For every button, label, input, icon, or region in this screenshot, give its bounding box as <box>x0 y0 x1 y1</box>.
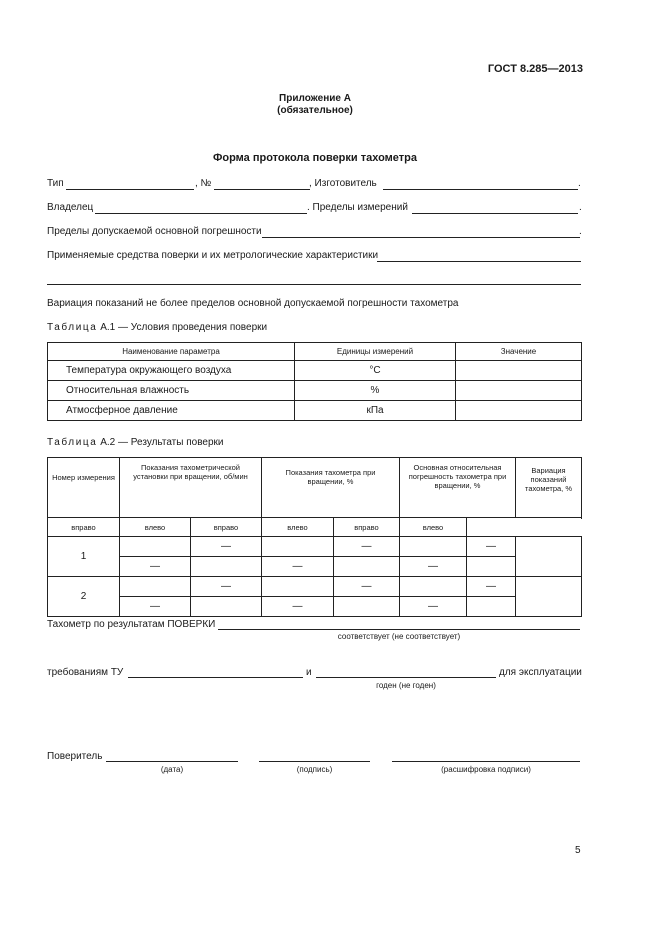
table-a1-header-value: Значение <box>456 343 582 361</box>
verifier-label: Поверитель <box>47 751 103 762</box>
header-tacho: Показания тахометра при вращении, % <box>262 458 400 518</box>
param-name: Относительная влажность <box>48 381 295 401</box>
owner-field-line <box>95 213 307 214</box>
error-limits-line <box>262 237 580 238</box>
header-error: Основная относительная погрешность тахометра при вращении, % <box>400 458 516 518</box>
table-a2-direction-row <box>48 518 582 537</box>
table-a2-caption: Таблица А.2 — Результаты поверки <box>47 437 224 448</box>
dir-right: вправо <box>334 518 400 537</box>
conclusion-prefix: Тахометр по результатам ПОВЕРКИ <box>47 619 216 630</box>
type-field-line <box>66 189 194 190</box>
row-number: 2 <box>48 577 120 617</box>
dash: — <box>334 577 400 597</box>
fitness-note: годен (не годен) <box>376 681 436 690</box>
owner-label: Владелец <box>47 202 94 213</box>
param-unit: кПа <box>295 401 456 421</box>
means-label: Применяемые средства поверки и их метрологические характеристики <box>47 250 379 261</box>
standard-number: ГОСТ 8.285—2013 <box>487 63 583 75</box>
row-number: 1 <box>48 537 120 577</box>
table-a2 <box>47 457 582 617</box>
fitness-line <box>316 677 496 678</box>
dash: — <box>262 557 334 577</box>
table-a1-header-param: Наименование параметра <box>48 343 295 361</box>
means-line <box>377 261 581 262</box>
date-line <box>106 761 238 762</box>
number-field-line <box>214 189 310 190</box>
and-label: и <box>306 667 312 678</box>
range-field-line <box>412 213 578 214</box>
param-unit: °C <box>295 361 456 381</box>
use-label: для эксплуатации <box>499 667 582 678</box>
param-name: Температура окружающего воздуха <box>48 361 295 381</box>
appendix-subtitle: (обязательное) <box>277 105 353 116</box>
dash: — <box>400 597 467 617</box>
appendix-title: Приложение А <box>279 93 351 104</box>
table-a1-caption: Таблица А.1 — Условия проведения поверки <box>47 322 268 333</box>
dash: — <box>191 577 262 597</box>
type-label: Тип <box>47 178 64 189</box>
tu-line <box>128 677 303 678</box>
header-setup: Показания тахометрической установки при вращении, об/мин <box>120 458 262 518</box>
decoding-caption: (расшифровка подписи) <box>441 765 531 774</box>
param-unit: % <box>295 381 456 401</box>
param-value <box>456 381 582 401</box>
table-row <box>48 361 582 381</box>
date-caption: (дата) <box>160 765 184 774</box>
sign-line <box>259 761 370 762</box>
dash: — <box>262 597 334 617</box>
param-name: Атмосферное давление <box>48 401 295 421</box>
range-label: . Пределы измерений <box>307 202 408 213</box>
table-a1-header-unit: Единицы измерений <box>295 343 456 361</box>
dir-left: влево <box>262 518 334 537</box>
dir-left: влево <box>120 518 191 537</box>
dash: — <box>120 597 191 617</box>
conclusion-line <box>218 629 580 630</box>
param-value <box>456 401 582 421</box>
sign-caption: (подпись) <box>296 765 333 774</box>
dash: — <box>467 537 516 557</box>
means-line-2 <box>47 284 581 285</box>
table-row <box>48 381 582 401</box>
dash: — <box>334 537 400 557</box>
variation-text: Вариация показаний не более пределов основной допускаемой погрешности тахометра <box>47 298 459 309</box>
table-row <box>48 577 582 597</box>
maker-field-line <box>383 189 578 190</box>
table-row <box>48 597 582 617</box>
decoding-line <box>392 761 580 762</box>
tu-label: требованиям ТУ <box>47 667 124 678</box>
dash: — <box>120 557 191 577</box>
header-number: Номер измерения <box>48 458 120 518</box>
dash: — <box>191 537 262 557</box>
dir-right: вправо <box>48 518 120 537</box>
table-row <box>48 557 582 577</box>
dash: — <box>467 577 516 597</box>
dir-left: влево <box>400 518 467 537</box>
form-title: Форма протокола поверки тахометра <box>213 152 417 164</box>
maker-label: , Изготовитель <box>309 178 377 189</box>
conclusion-note: соответствует (не соответствует) <box>337 632 461 641</box>
table-row <box>48 537 582 557</box>
table-row <box>48 401 582 421</box>
number-label: , № <box>195 178 212 189</box>
dash: — <box>400 557 467 577</box>
error-limits-label: Пределы допускаемой основной погрешности <box>47 226 262 237</box>
page-number: 5 <box>575 845 581 856</box>
table-a1 <box>47 342 582 421</box>
header-variation: Вариация показаний тахометра, % <box>516 458 582 518</box>
dir-right: вправо <box>191 518 262 537</box>
table-a1-header-row <box>48 343 582 361</box>
table-a2-header-row <box>48 458 582 518</box>
param-value <box>456 361 582 381</box>
